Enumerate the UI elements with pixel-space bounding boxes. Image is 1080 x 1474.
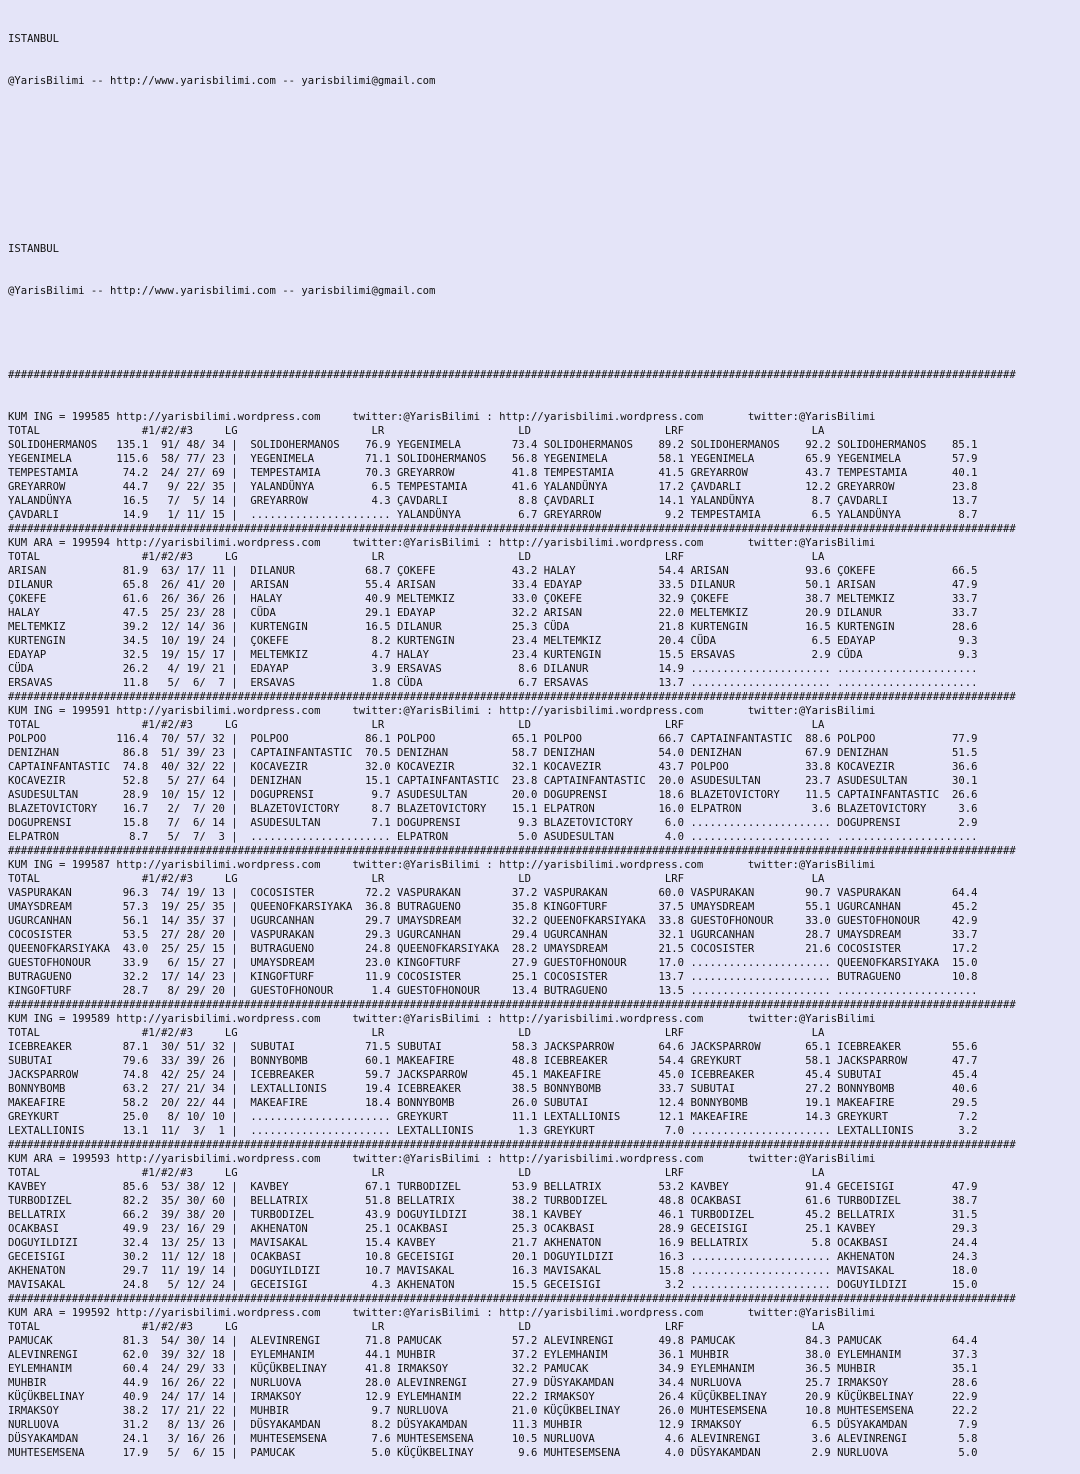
table-row: UGURCANHAN 56.1 14/ 35/ 37 | UGURCANHAN 29.7 UMAYSDREAM 32.2 QUEENOFKARSIYAKA 33.8 GUESTOFHONOUR 33.0 GUESTOFHONOUR 42.9 — [8, 915, 978, 927]
table-row: ELPATRON 8.7 5/ 7/ 3 | ...................... ELPATRON 5.0 ASUDESULTAN 4.0 ...................... ...................... — [8, 831, 978, 843]
table-row: ALEVINRENGI 62.0 39/ 32/ 18 | EYLEMHANIM 44.1 MUHBIR 37.2 EYLEMHANIM 36.1 MUHBIR 38.0 EYLEMHANIM 37.3 — [8, 1349, 978, 1361]
race-header: KUM ARA = 199594 http://yarisbilimi.wordpress.com twitter:@YarisBilimi : http://yarisbilimi.wordpress.com twitter:@YarisBilimi — [8, 537, 876, 549]
table-row: CÜDA 26.2 4/ 19/ 21 | EDAYAP 3.9 ERSAVAS 8.6 DILANUR 14.9 ...................... ...................... — [8, 663, 978, 675]
column-headers: TOTAL #1/#2/#3 LG LR LD LRF LA — [8, 873, 825, 885]
table-row: MAKEAFIRE 58.2 20/ 22/ 44 | MAKEAFIRE 18.4 BONNYBOMB 26.0 SUBUTAI 12.4 BONNYBOMB 19.1 MAKEAFIRE 29.5 — [8, 1097, 978, 1109]
race-header: KUM ARA = 199593 http://yarisbilimi.wordpress.com twitter:@YarisBilimi : http://yarisbilimi.wordpress.com twitter:@YarisBilimi — [8, 1153, 876, 1165]
column-headers: TOTAL #1/#2/#3 LG LR LD LRF LA — [8, 719, 825, 731]
table-row: DILANUR 65.8 26/ 41/ 20 | ARISAN 55.4 ARISAN 33.4 EDAYAP 33.5 DILANUR 50.1 ARISAN 47.9 — [8, 579, 978, 591]
table-row: SUBUTAI 79.6 33/ 39/ 26 | BONNYBOMB 60.1 MAKEAFIRE 48.8 ICEBREAKER 54.4 GREYKURT 58.1 JACKSPARROW 47.7 — [8, 1055, 978, 1067]
table-row: COCOSISTER 53.5 27/ 28/ 20 | VASPURAKAN 29.3 UGURCANHAN 29.4 UGURCANHAN 32.1 UGURCANHAN 28.7 UMAYSDREAM 33.7 — [8, 929, 978, 941]
table-row: ARISAN 81.9 63/ 17/ 11 | DILANUR 68.7 ÇOKEFE 43.2 HALAY 54.4 ARISAN 93.6 ÇOKEFE 66.5 — [8, 565, 978, 577]
table-row: BUTRAGUENO 32.2 17/ 14/ 23 | KINGOFTURF 11.9 COCOSISTER 25.1 COCOSISTER 13.7 ...................... BUTRAGUENO 10.8 — [8, 971, 978, 983]
table-row: ASUDESULTAN 28.9 10/ 15/ 12 | DOGUPRENSI 9.7 ASUDESULTAN 20.0 DOGUPRENSI 18.6 BLAZETOVICTORY 11.5 CAPTAINFANTASTIC 26.6 — [8, 789, 978, 801]
table-row: ÇAVDARLI 14.9 1/ 11/ 15 | ...................... YALANDÜNYA 6.7 GREYARROW 9.2 TEMPESTAMIA 6.5 YALANDÜNYA 8.7 — [8, 509, 978, 521]
table-row: BONNYBOMB 63.2 27/ 21/ 34 | LEXTALLIONIS 19.4 ICEBREAKER 38.5 BONNYBOMB 33.7 SUBUTAI 27.2 BONNYBOMB 40.6 — [8, 1083, 978, 1095]
separator-line: ############################################################################################################################################################## — [8, 1139, 1016, 1151]
table-row: KURTENGIN 34.5 10/ 19/ 24 | ÇOKEFE 8.2 KURTENGIN 23.4 MELTEMKIZ 20.4 CÜDA 6.5 EDAYAP 9.3 — [8, 635, 978, 647]
table-row: MELTEMKIZ 39.2 12/ 14/ 36 | KURTENGIN 16.5 DILANUR 25.3 CÜDA 21.8 KURTENGIN 16.5 KURTENGIN 28.6 — [8, 621, 978, 633]
table-row: NURLUOVA 31.2 8/ 13/ 26 | DÜSYAKAMDAN 8.2 DÜSYAKAMDAN 11.3 MUHBIR 12.9 IRMAKSOY 6.5 DÜSYAKAMDAN 7.9 — [8, 1419, 978, 1431]
header-city: ISTANBUL — [8, 33, 60, 45]
table-row: EYLEMHANIM 60.4 24/ 29/ 33 | KÜÇÜKBELINAY 41.8 IRMAKSOY 32.2 PAMUCAK 34.9 EYLEMHANIM 36.5 MUHBIR 35.1 — [8, 1363, 978, 1375]
race-tables — [8, 410, 1080, 1460]
table-row: BELLATRIX 66.2 39/ 38/ 20 | TURBODIZEL 43.9 DOGUYILDIZI 38.1 KAVBEY 46.1 TURBODIZEL 45.2 BELLATRIX 31.5 — [8, 1209, 978, 1221]
table-row: AKHENATON 29.7 11/ 19/ 14 | DOGUYILDIZI 10.7 MAVISAKAL 16.3 MAVISAKAL 15.8 ...................... MAVISAKAL 18.0 — [8, 1265, 978, 1277]
race-header: KUM ING = 199585 http://yarisbilimi.wordpress.com twitter:@YarisBilimi : http://yarisbilimi.wordpress.com twitter:@YarisBilimi — [8, 411, 876, 423]
race-header: KUM ING = 199589 http://yarisbilimi.wordpress.com twitter:@YarisBilimi : http://yarisbilimi.wordpress.com twitter:@YarisBilimi — [8, 1013, 876, 1025]
table-row: GREYARROW 44.7 9/ 22/ 35 | YALANDÜNYA 6.5 TEMPESTAMIA 41.6 YALANDÜNYA 17.2 ÇAVDARLI 12.2 GREYARROW 23.8 — [8, 481, 978, 493]
table-row: MUHBIR 44.9 16/ 26/ 22 | NURLUOVA 28.0 ALEVINRENGI 27.9 DÜSYAKAMDAN 34.4 NURLUOVA 25.7 IRMAKSOY 28.6 — [8, 1377, 978, 1389]
header-city-repeat: ISTANBUL — [8, 243, 60, 255]
separator-line: ############################################################################################################################################################## — [8, 845, 1016, 857]
table-row: DÜSYAKAMDAN 24.1 3/ 16/ 26 | MUHTESEMSENA 7.6 MUHTESEMSENA 10.5 NURLUOVA 4.6 ALEVINRENGI 3.6 ALEVINRENGI 5.8 — [8, 1433, 978, 1445]
table-row: KINGOFTURF 28.7 8/ 29/ 20 | GUESTOFHONOUR 1.4 GUESTOFHONOUR 13.4 BUTRAGUENO 13.5 ...................... ...................... — [8, 985, 978, 997]
column-headers: TOTAL #1/#2/#3 LG LR LD LRF LA — [8, 1027, 825, 1039]
table-row: MAVISAKAL 24.8 5/ 12/ 24 | GECEISIGI 4.3 AKHENATON 15.5 GECEISIGI 3.2 ...................... DOGUYILDIZI 15.0 — [8, 1279, 978, 1291]
race-header: KUM ING = 199587 http://yarisbilimi.wordpress.com twitter:@YarisBilimi : http://yarisbilimi.wordpress.com twitter:@YarisBilimi — [8, 859, 876, 871]
table-row: EDAYAP 32.5 19/ 15/ 17 | MELTEMKIZ 4.7 HALAY 23.4 KURTENGIN 15.5 ERSAVAS 2.9 CÜDA 9.3 — [8, 649, 978, 661]
table-row: GREYKURT 25.0 8/ 10/ 10 | ...................... GREYKURT 11.1 LEXTALLIONIS 12.1 MAKEAFIRE 14.3 GREYKURT 7.2 — [8, 1111, 978, 1123]
table-row: KÜÇÜKBELINAY 40.9 24/ 17/ 14 | IRMAKSOY 12.9 EYLEMHANIM 22.2 IRMAKSOY 26.4 KÜÇÜKBELINAY 20.9 KÜÇÜKBELINAY 22.9 — [8, 1391, 978, 1403]
header-contact-repeat: @YarisBilimi -- http://www.yarisbilimi.com -- yarisbilimi@gmail.com — [8, 285, 436, 297]
blank-line — [8, 200, 1080, 214]
table-row: UMAYSDREAM 57.3 19/ 25/ 35 | QUEENOFKARSIYAKA 36.8 BUTRAGUENO 35.8 KINGOFTURF 37.5 UMAYSDREAM 55.1 UGURCANHAN 45.2 — [8, 901, 978, 913]
column-headers: TOTAL #1/#2/#3 LG LR LD LRF LA — [8, 551, 825, 563]
table-row: LEXTALLIONIS 13.1 11/ 3/ 1 | ...................... LEXTALLIONIS 1.3 GREYKURT 7.0 ...................... LEXTALLIONIS 3.2 — [8, 1125, 978, 1137]
table-row: DOGUYILDIZI 32.4 13/ 25/ 13 | MAVISAKAL 15.4 KAVBEY 21.7 AKHENATON 16.9 BELLATRIX 5.8 OCAKBASI 24.4 — [8, 1237, 978, 1249]
table-row: ERSAVAS 11.8 5/ 6/ 7 | ERSAVAS 1.8 CÜDA 6.7 ERSAVAS 13.7 ...................... ...................... — [8, 677, 978, 689]
race-header: KUM ING = 199591 http://yarisbilimi.wordpress.com twitter:@YarisBilimi : http://yarisbilimi.wordpress.com twitter:@YarisBilimi — [8, 705, 876, 717]
table-row: PAMUCAK 81.3 54/ 30/ 14 | ALEVINRENGI 71.8 PAMUCAK 57.2 ALEVINRENGI 49.8 PAMUCAK 84.3 PAMUCAK 64.4 — [8, 1335, 978, 1347]
table-row: GUESTOFHONOUR 33.9 6/ 15/ 27 | UMAYSDREAM 23.0 KINGOFTURF 27.9 GUESTOFHONOUR 17.0 ...................... QUEENOFKARSIYAKA 15.0 — [8, 957, 978, 969]
table-row: DENIZHAN 86.8 51/ 39/ 23 | CAPTAINFANTASTIC 70.5 DENIZHAN 58.7 DENIZHAN 54.0 DENIZHAN 67.9 DENIZHAN 51.5 — [8, 747, 978, 759]
table-row: VASPURAKAN 96.3 74/ 19/ 13 | COCOSISTER 72.2 VASPURAKAN 37.2 VASPURAKAN 60.0 VASPURAKAN 90.7 VASPURAKAN 64.4 — [8, 887, 978, 899]
table-row: ICEBREAKER 87.1 30/ 51/ 32 | SUBUTAI 71.5 SUBUTAI 58.3 JACKSPARROW 64.6 JACKSPARROW 65.1 ICEBREAKER 55.6 — [8, 1041, 978, 1053]
table-row: DOGUPRENSI 15.8 7/ 6/ 14 | ASUDESULTAN 7.1 DOGUPRENSI 9.3 BLAZETOVICTORY 6.0 ...................... DOGUPRENSI 2.9 — [8, 817, 978, 829]
table-row: ÇOKEFE 61.6 26/ 36/ 26 | HALAY 40.9 MELTEMKIZ 33.0 ÇOKEFE 32.9 ÇOKEFE 38.7 MELTEMKIZ 33.7 — [8, 593, 978, 605]
table-row: SOLIDOHERMANOS 135.1 91/ 48/ 34 | SOLIDOHERMANOS 76.9 YEGENIMELA 73.4 SOLIDOHERMANOS 89.2 SOLIDOHERMANOS 92.2 SOLIDOHERMANOS 85.1 — [8, 439, 978, 451]
table-row: YALANDÜNYA 16.5 7/ 5/ 14 | GREYARROW 4.3 ÇAVDARLI 8.8 ÇAVDARLI 14.1 YALANDÜNYA 8.7 ÇAVDARLI 13.7 — [8, 495, 978, 507]
blank-line — [8, 116, 1080, 130]
table-row: CAPTAINFANTASTIC 74.8 40/ 32/ 22 | KOCAVEZIR 32.0 KOCAVEZIR 32.1 KOCAVEZIR 43.7 POLPOO 33.8 KOCAVEZIR 36.6 — [8, 761, 978, 773]
table-row: OCAKBASI 49.9 23/ 16/ 29 | AKHENATON 25.1 OCAKBASI 25.3 OCAKBASI 28.9 GECEISIGI 25.1 KAVBEY 29.3 — [8, 1223, 978, 1235]
table-row: TURBODIZEL 82.2 35/ 30/ 60 | BELLATRIX 51.8 BELLATRIX 38.2 TURBODIZEL 48.8 OCAKBASI 61.6 TURBODIZEL 38.7 — [8, 1195, 978, 1207]
blank-line — [8, 158, 1080, 172]
table-row: KOCAVEZIR 52.8 5/ 27/ 64 | DENIZHAN 15.1 CAPTAINFANTASTIC 23.8 CAPTAINFANTASTIC 20.0 ASUDESULTAN 23.7 ASUDESULTAN 30.1 — [8, 775, 978, 787]
table-row: POLPOO 116.4 70/ 57/ 32 | POLPOO 86.1 POLPOO 65.1 POLPOO 66.7 CAPTAINFANTASTIC 88.6 POLPOO 77.9 — [8, 733, 978, 745]
header-contact: @YarisBilimi -- http://www.yarisbilimi.com -- yarisbilimi@gmail.com — [8, 75, 436, 87]
blank-line — [8, 326, 1080, 340]
column-headers: TOTAL #1/#2/#3 LG LR LD LRF LA — [8, 1167, 825, 1179]
table-row: GECEISIGI 30.2 11/ 12/ 18 | OCAKBASI 10.8 GECEISIGI 20.1 DOGUYILDIZI 16.3 ...................... AKHENATON 24.3 — [8, 1251, 978, 1263]
table-row: MUHTESEMSENA 17.9 5/ 6/ 15 | PAMUCAK 5.0 KÜÇÜKBELINAY 9.6 MUHTESEMSENA 4.0 DÜSYAKAMDAN 2.9 NURLUOVA 5.0 — [8, 1447, 978, 1459]
table-row: KAVBEY 85.6 53/ 38/ 12 | KAVBEY 67.1 TURBODIZEL 53.9 BELLATRIX 53.2 KAVBEY 91.4 GECEISIGI 47.9 — [8, 1181, 978, 1193]
separator-line: ############################################################################################################################################################## — [8, 523, 1016, 535]
separator-line: ############################################################################################################################################################## — [8, 999, 1016, 1011]
separator-line: ############################################################################################################################################################## — [8, 369, 1016, 381]
table-row: QUEENOFKARSIYAKA 43.0 25/ 25/ 15 | BUTRAGUENO 24.8 QUEENOFKARSIYAKA 28.2 UMAYSDREAM 21.5 COCOSISTER 21.6 COCOSISTER 17.2 — [8, 943, 978, 955]
table-row: HALAY 47.5 25/ 23/ 28 | CÜDA 29.1 EDAYAP 32.2 ARISAN 22.0 MELTEMKIZ 20.9 DILANUR 33.7 — [8, 607, 978, 619]
column-headers: TOTAL #1/#2/#3 LG LR LD LRF LA — [8, 1321, 825, 1333]
table-row: JACKSPARROW 74.8 42/ 25/ 24 | ICEBREAKER 59.7 JACKSPARROW 45.1 MAKEAFIRE 45.0 ICEBREAKER 45.4 SUBUTAI 45.4 — [8, 1069, 978, 1081]
race-header: KUM ARA = 199592 http://yarisbilimi.wordpress.com twitter:@YarisBilimi : http://yarisbilimi.wordpress.com twitter:@YarisBilimi — [8, 1307, 876, 1319]
column-headers: TOTAL #1/#2/#3 LG LR LD LRF LA — [8, 425, 825, 437]
table-row: TEMPESTAMIA 74.2 24/ 27/ 69 | TEMPESTAMIA 70.3 GREYARROW 41.8 TEMPESTAMIA 41.5 GREYARROW 43.7 TEMPESTAMIA 40.1 — [8, 467, 978, 479]
table-row: YEGENIMELA 115.6 58/ 77/ 23 | YEGENIMELA 71.1 SOLIDOHERMANOS 56.8 YEGENIMELA 58.1 YEGENIMELA 65.9 YEGENIMELA 57.9 — [8, 453, 978, 465]
separator-line: ############################################################################################################################################################## — [8, 1293, 1016, 1305]
table-row: BLAZETOVICTORY 16.7 2/ 7/ 20 | BLAZETOVICTORY 8.7 BLAZETOVICTORY 15.1 ELPATRON 16.0 ELPATRON 3.6 BLAZETOVICTORY 3.6 — [8, 803, 978, 815]
separator-line: ############################################################################################################################################################## — [8, 691, 1016, 703]
table-row: IRMAKSOY 38.2 17/ 21/ 22 | MUHBIR 9.7 NURLUOVA 21.0 KÜÇÜKBELINAY 26.0 MUHTESEMSENA 10.8 MUHTESEMSENA 22.2 — [8, 1405, 978, 1417]
